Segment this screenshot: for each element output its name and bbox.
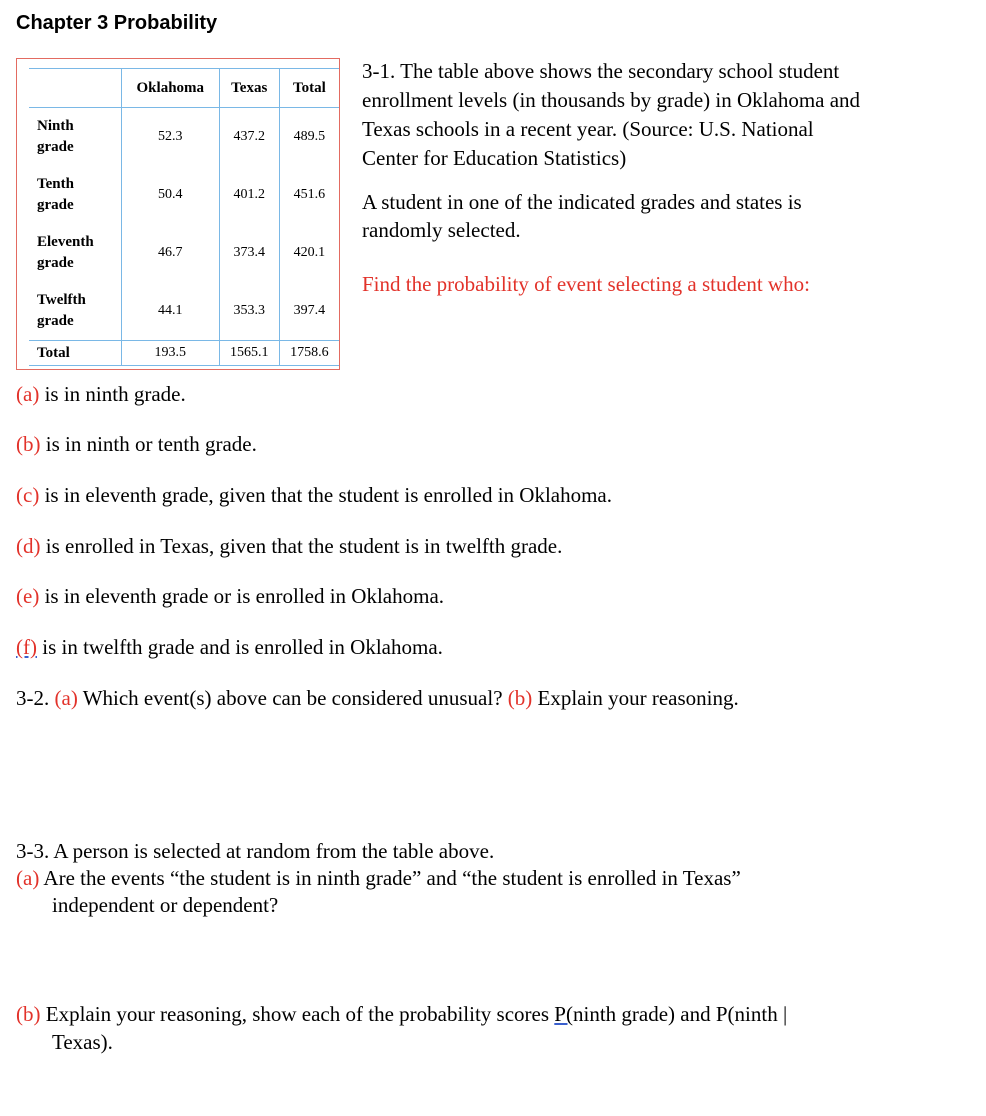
q33-a-line2: independent or dependent? [52, 893, 279, 917]
part-text: is in eleventh grade, given that the student is enrolled in Oklahoma. [44, 483, 613, 507]
table-row [29, 224, 339, 282]
row-label-eleventh [29, 224, 121, 282]
q33-b-line1-post: ninth grade) and P(ninth | [572, 1002, 788, 1026]
cell-tenth-oklahoma: 50.4 [121, 166, 219, 224]
cell-total-texas: 1565.1 [219, 341, 279, 366]
table-row [29, 282, 339, 341]
q31-part-c [16, 481, 612, 510]
cell-total-total: 1758.6 [279, 341, 339, 366]
part-label: (f) [16, 635, 37, 659]
q31-part-d [16, 532, 562, 561]
col-header-total: Total [279, 69, 339, 108]
q33-b-line1-pre: Explain your reasoning, show each of the probability scores [45, 1002, 555, 1026]
part-text: is in ninth grade. [44, 382, 186, 406]
cell-tenth-texas: 401.2 [219, 166, 279, 224]
q31-find-instruction: Find the probability of event selecting a student who: [362, 272, 810, 296]
page-title: Chapter 3 Probability [16, 12, 218, 34]
cell-ninth-texas: 437.2 [219, 108, 279, 167]
q33-b-underlined: P( [554, 1002, 573, 1026]
q33-part-a [16, 865, 741, 919]
part-label: (e) [16, 584, 40, 608]
q33-a-line1: Are the events “the student is in ninth grade” and “the student is enrolled in Texas” [43, 866, 741, 890]
q31-intro-line: Center for Education Statistics) [362, 146, 627, 170]
part-label: (c) [16, 483, 40, 507]
row-label-tenth [29, 166, 121, 224]
table-total-row [29, 341, 339, 366]
row-label-line2: grade [37, 197, 74, 213]
row-label-line2: grade [37, 313, 74, 329]
q31-intro [362, 57, 860, 173]
table-row [29, 108, 339, 167]
table-header-row [29, 69, 339, 108]
row-label-twelfth [29, 282, 121, 341]
table-row [29, 166, 339, 224]
row-label-line1: Ninth [37, 118, 74, 134]
part-text: is in ninth or tenth grade. [45, 432, 257, 456]
q33-b-label: (b) [16, 1002, 41, 1026]
cell-twelfth-oklahoma: 44.1 [121, 282, 219, 341]
q31-part-e [16, 582, 444, 611]
q31-random-selection [362, 188, 802, 244]
q33-intro: 3-3. A person is selected at random from the table above. [16, 839, 495, 863]
cell-tenth-total: 451.6 [279, 166, 339, 224]
q32-b-label: (b) [507, 686, 533, 710]
row-label-line1: Twelfth [37, 292, 86, 308]
q31-intro-line: Texas schools in a recent year. (Source: U.S. National [362, 117, 814, 141]
cell-eleventh-texas: 373.4 [219, 224, 279, 282]
enrollment-table-frame [16, 58, 340, 370]
col-header-texas: Texas [219, 69, 279, 108]
part-text: is in eleventh grade or is enrolled in Oklahoma. [44, 584, 445, 608]
q31-part-f [16, 633, 443, 662]
q33-part-b [16, 1000, 787, 1056]
q31-intro-line: 3-1. The table above shows the secondary school student [362, 59, 840, 83]
row-label-line1: Eleventh [37, 234, 94, 250]
cell-twelfth-total: 397.4 [279, 282, 339, 341]
row-label-line2: grade [37, 255, 74, 271]
q32-a-text: Which event(s) above can be considered unusual? [82, 686, 503, 710]
cell-ninth-oklahoma: 52.3 [121, 108, 219, 167]
q31-random-line: randomly selected. [362, 218, 521, 242]
row-label-total: Total [29, 341, 121, 366]
row-label-ninth [29, 108, 121, 167]
row-label-line1: Tenth [37, 176, 74, 192]
cell-twelfth-texas: 353.3 [219, 282, 279, 341]
part-text: is in twelfth grade and is enrolled in Oklahoma. [42, 635, 443, 659]
q32 [16, 684, 739, 713]
cell-eleventh-total: 420.1 [279, 224, 339, 282]
corner-cell [29, 69, 121, 108]
col-header-oklahoma: Oklahoma [121, 69, 219, 108]
q31-intro-line: enrollment levels (in thousands by grade) in Oklahoma and [362, 88, 861, 112]
enrollment-table [29, 68, 339, 366]
row-label-line2: grade [37, 139, 74, 155]
q31-part-a [16, 380, 186, 409]
q32-prefix: 3-2. [16, 686, 50, 710]
part-label: (d) [16, 534, 41, 558]
q32-b-text: Explain your reasoning. [537, 686, 739, 710]
cell-eleventh-oklahoma: 46.7 [121, 224, 219, 282]
q31-part-b [16, 430, 257, 459]
q31-random-line: A student in one of the indicated grades and states is [362, 190, 802, 214]
cell-total-oklahoma: 193.5 [121, 341, 219, 366]
cell-ninth-total: 489.5 [279, 108, 339, 167]
q33-b-line2: Texas). [52, 1030, 113, 1054]
part-text: is enrolled in Texas, given that the student is in twelfth grade. [45, 534, 563, 558]
part-label: (a) [16, 382, 40, 406]
q33-a-label: (a) [16, 866, 40, 890]
part-label: (b) [16, 432, 41, 456]
q32-a-label: (a) [54, 686, 78, 710]
